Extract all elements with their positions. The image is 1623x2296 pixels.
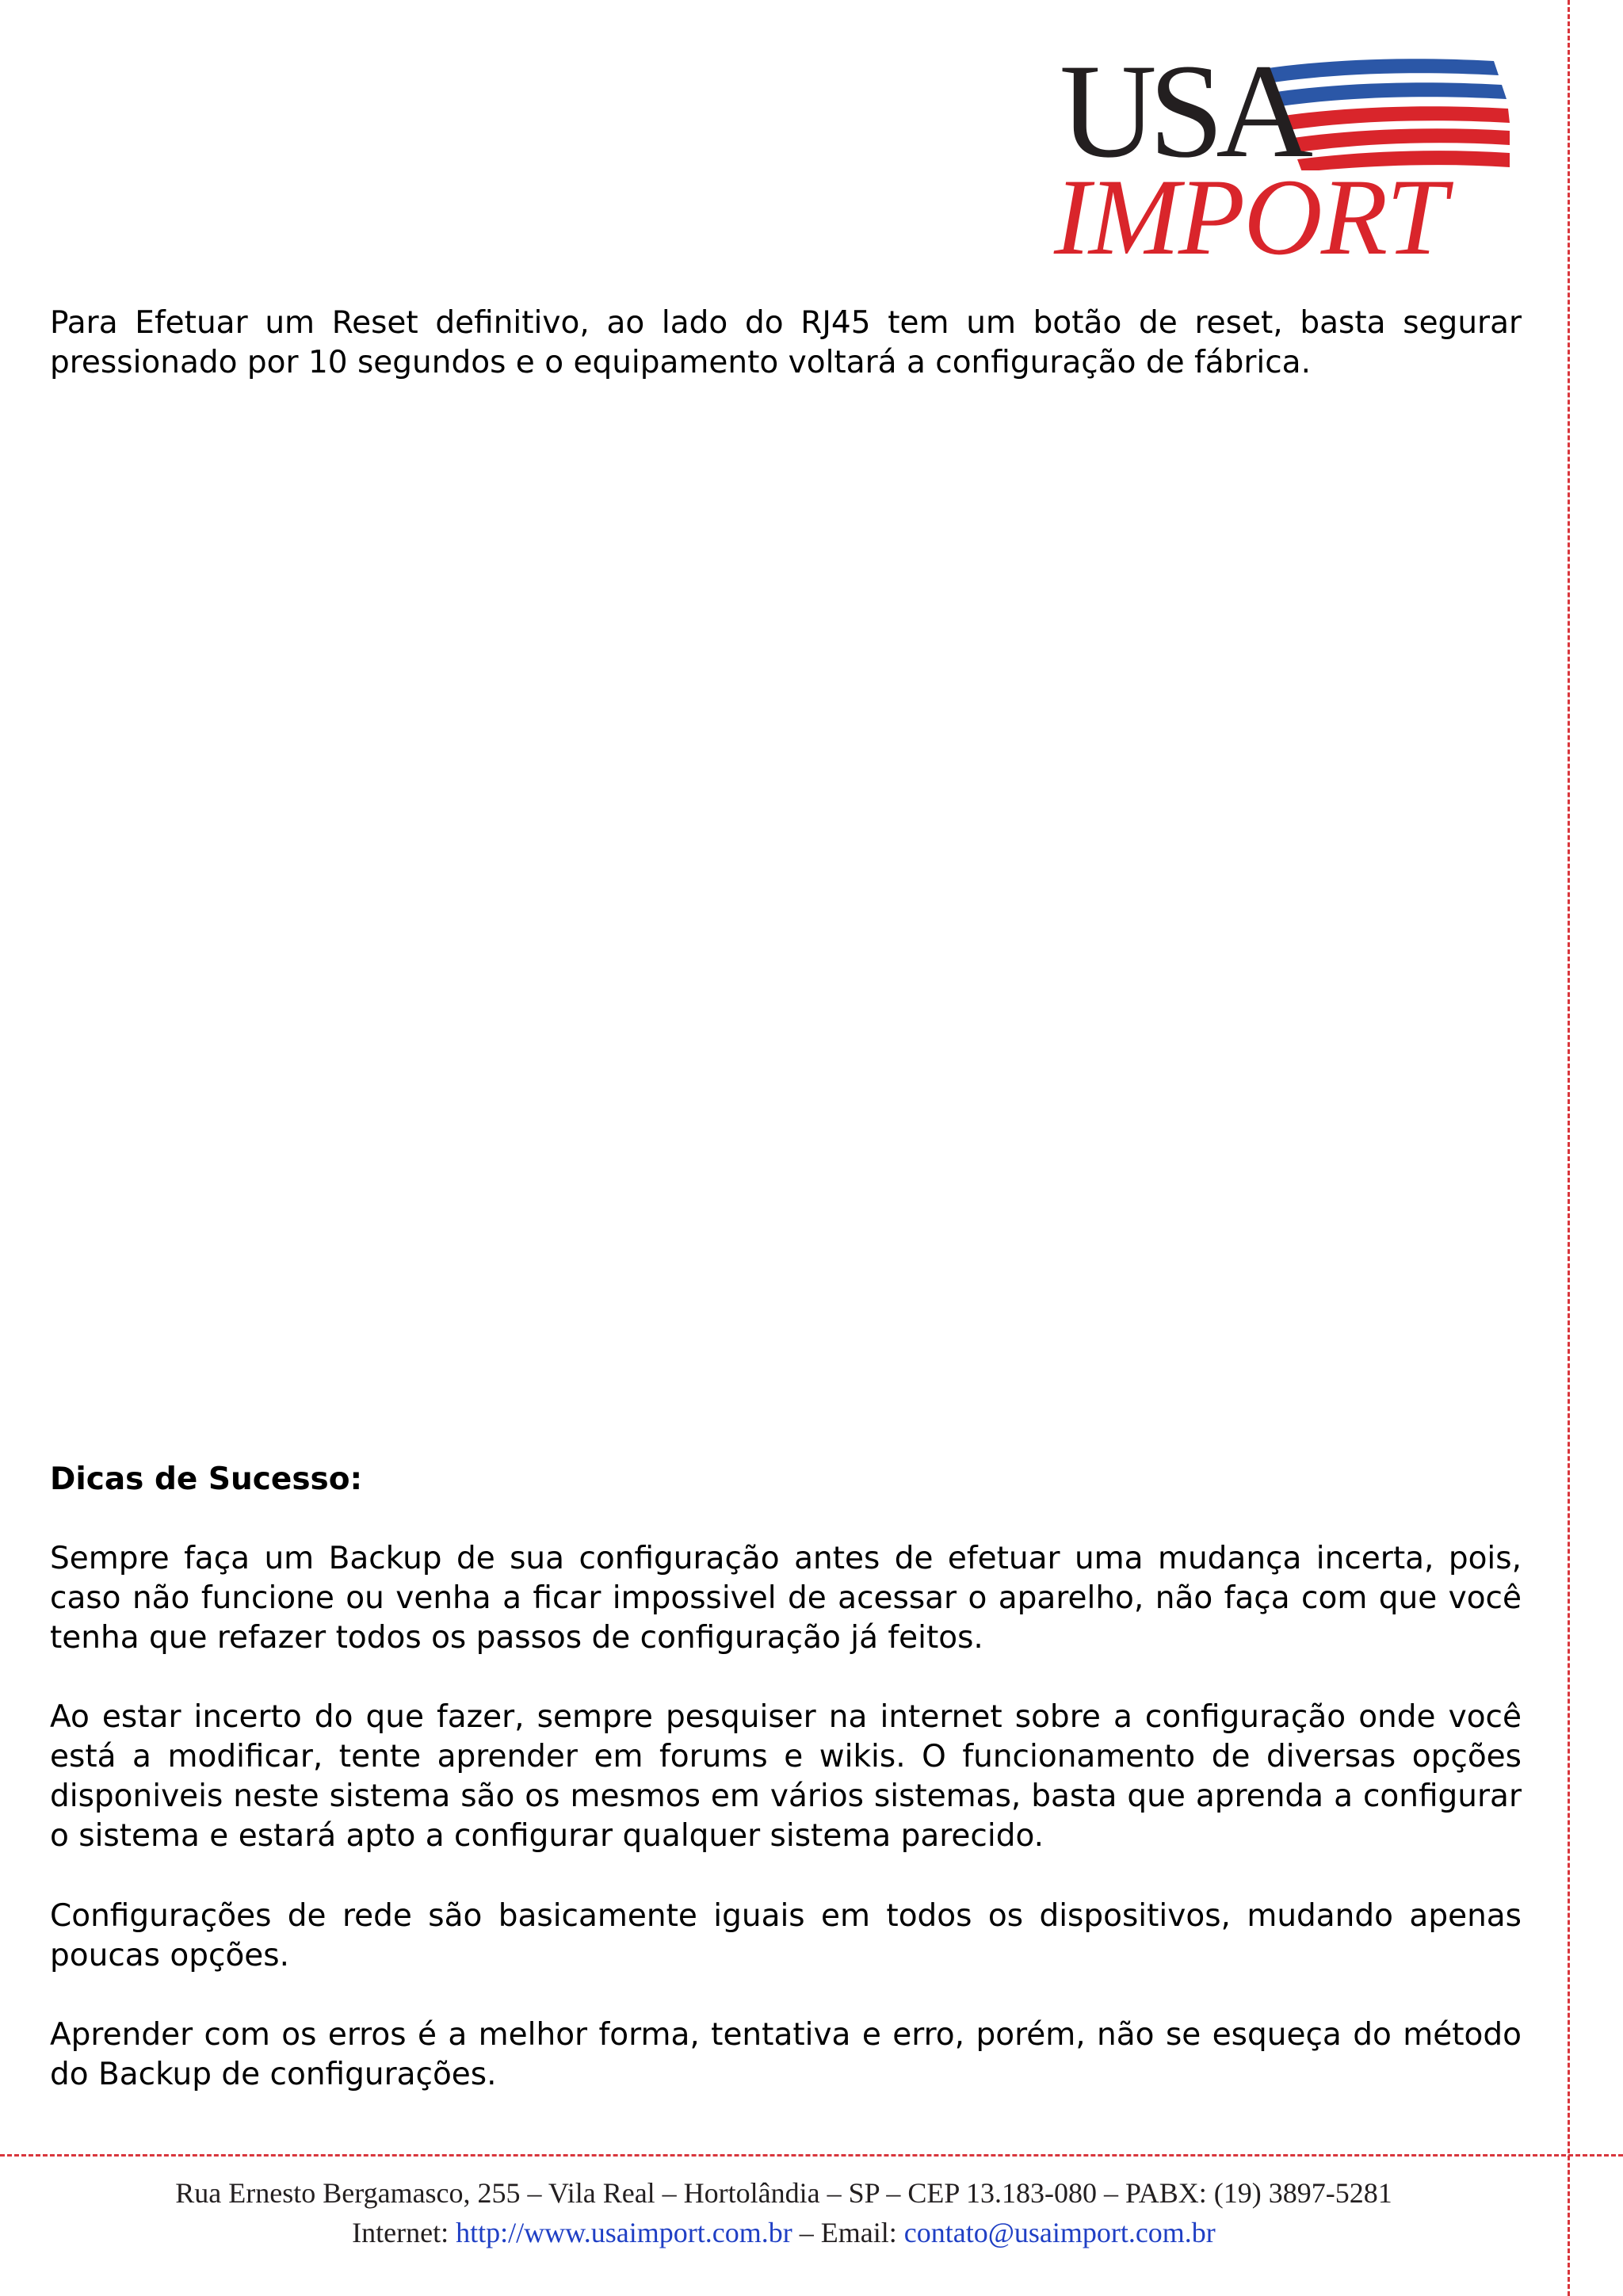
tip-paragraph-backup: Sempre faça um Backup de sua configuração antes de efetuar uma mudança incerta, pois, caso não funcione ou venha a ficar impossivel de acessar o aparelho, não faça com que você tenha que refazer todos os passos de configuração já feitos. [50, 1541, 1522, 1656]
footer-address: Rua Ernesto Bergamasco, 255 – Vila Real – Hortolândia – SP – CEP 13.183-080 – PABX: (19) 3897-5281 [175, 2177, 1392, 2209]
footer-email-label: – Email: [792, 2217, 904, 2248]
right-margin-dashed-line [1568, 0, 1570, 2296]
footer-contact-line [0, 2213, 1568, 2252]
email-link[interactable]: contato@usaimport.com.br [903, 2217, 1216, 2248]
tip-paragraph-errors: Aprender com os erros é a melhor forma, tentativa e erro, porém, não se esqueça do método do Backup de configurações. [50, 2017, 1522, 2092]
footer-internet-label: Internet: [352, 2217, 456, 2248]
footer-dashed-divider [0, 2154, 1623, 2157]
website-link[interactable]: http://www.usaimport.com.br [456, 2217, 792, 2248]
tip-paragraph-research: Ao estar incerto do que fazer, sempre pesquiser na internet sobre a configuração onde você está a modificar, tente aprender em forums e wikis. O funcionamento de diversas opções disponiveis neste sistema são os mesmos em vários sistemas, basta que aprenda a configurar o sistema e estará apto a configurar qualquer sistema parecido. [50, 1699, 1522, 1854]
logo-import-text: IMPORT [1054, 156, 1445, 277]
reset-paragraph: Para Efetuar um Reset definitivo, ao lado do RJ45 tem um botão de reset, basta segurar pressionado por 10 segundos e o equipamento voltará a configuração de fábrica. [50, 305, 1522, 380]
tip-paragraph-network: Configurações de rede são basicamente iguais em todos os dispositivos, mudando apenas poucas opções. [50, 1898, 1522, 1973]
logo-usa-text: USA [1060, 36, 1306, 185]
usa-import-logo [1050, 36, 1526, 277]
tips-heading: Dicas de Sucesso: [50, 1461, 363, 1497]
